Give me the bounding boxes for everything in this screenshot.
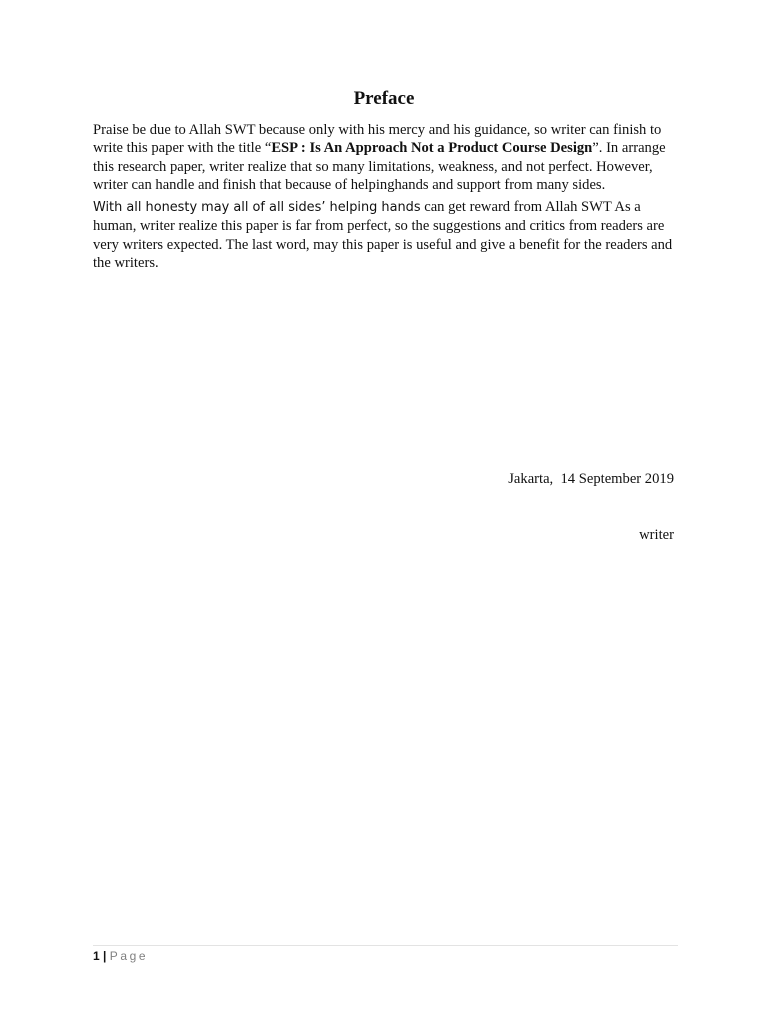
paragraph-praise-rest: ”. In arrange this research paper, writer realize that so many limitations, weakness, and not perfect. However, writer can handle and finish that because of helpinghands and support from many sides. bbox=[93, 140, 666, 193]
paragraph-praise bbox=[93, 121, 678, 194]
signature: writer bbox=[639, 527, 674, 543]
paragraph-honesty-sans: With all honesty may all of all sides’ helping hands bbox=[93, 200, 421, 216]
page-footer bbox=[93, 948, 148, 964]
paragraph-honesty-rest: can get reward from Allah SWT As a human, writer realize this paper is far from perfect, so the suggestions and critics from readers are very writers expected. The last word, may this paper is useful and give a benefit for the readers and the writers. bbox=[93, 199, 673, 272]
page-number: 1 bbox=[93, 949, 100, 963]
footer-separator: | bbox=[103, 949, 107, 963]
document-title: Preface bbox=[353, 88, 415, 109]
paragraph-praise-intro: Praise be due to Allah SWT because only with his mercy and his guidance, so writer can finish to write this paper with the title “ bbox=[93, 122, 662, 157]
paragraph-honesty bbox=[93, 198, 678, 272]
page-label: Page bbox=[109, 949, 149, 963]
footer-divider bbox=[93, 945, 678, 946]
place-and-date: Jakarta, 14 September 2019 bbox=[508, 471, 674, 487]
paper-title: ESP : Is An Approach Not a Product Course Design bbox=[271, 140, 593, 157]
document-body bbox=[93, 121, 678, 276]
